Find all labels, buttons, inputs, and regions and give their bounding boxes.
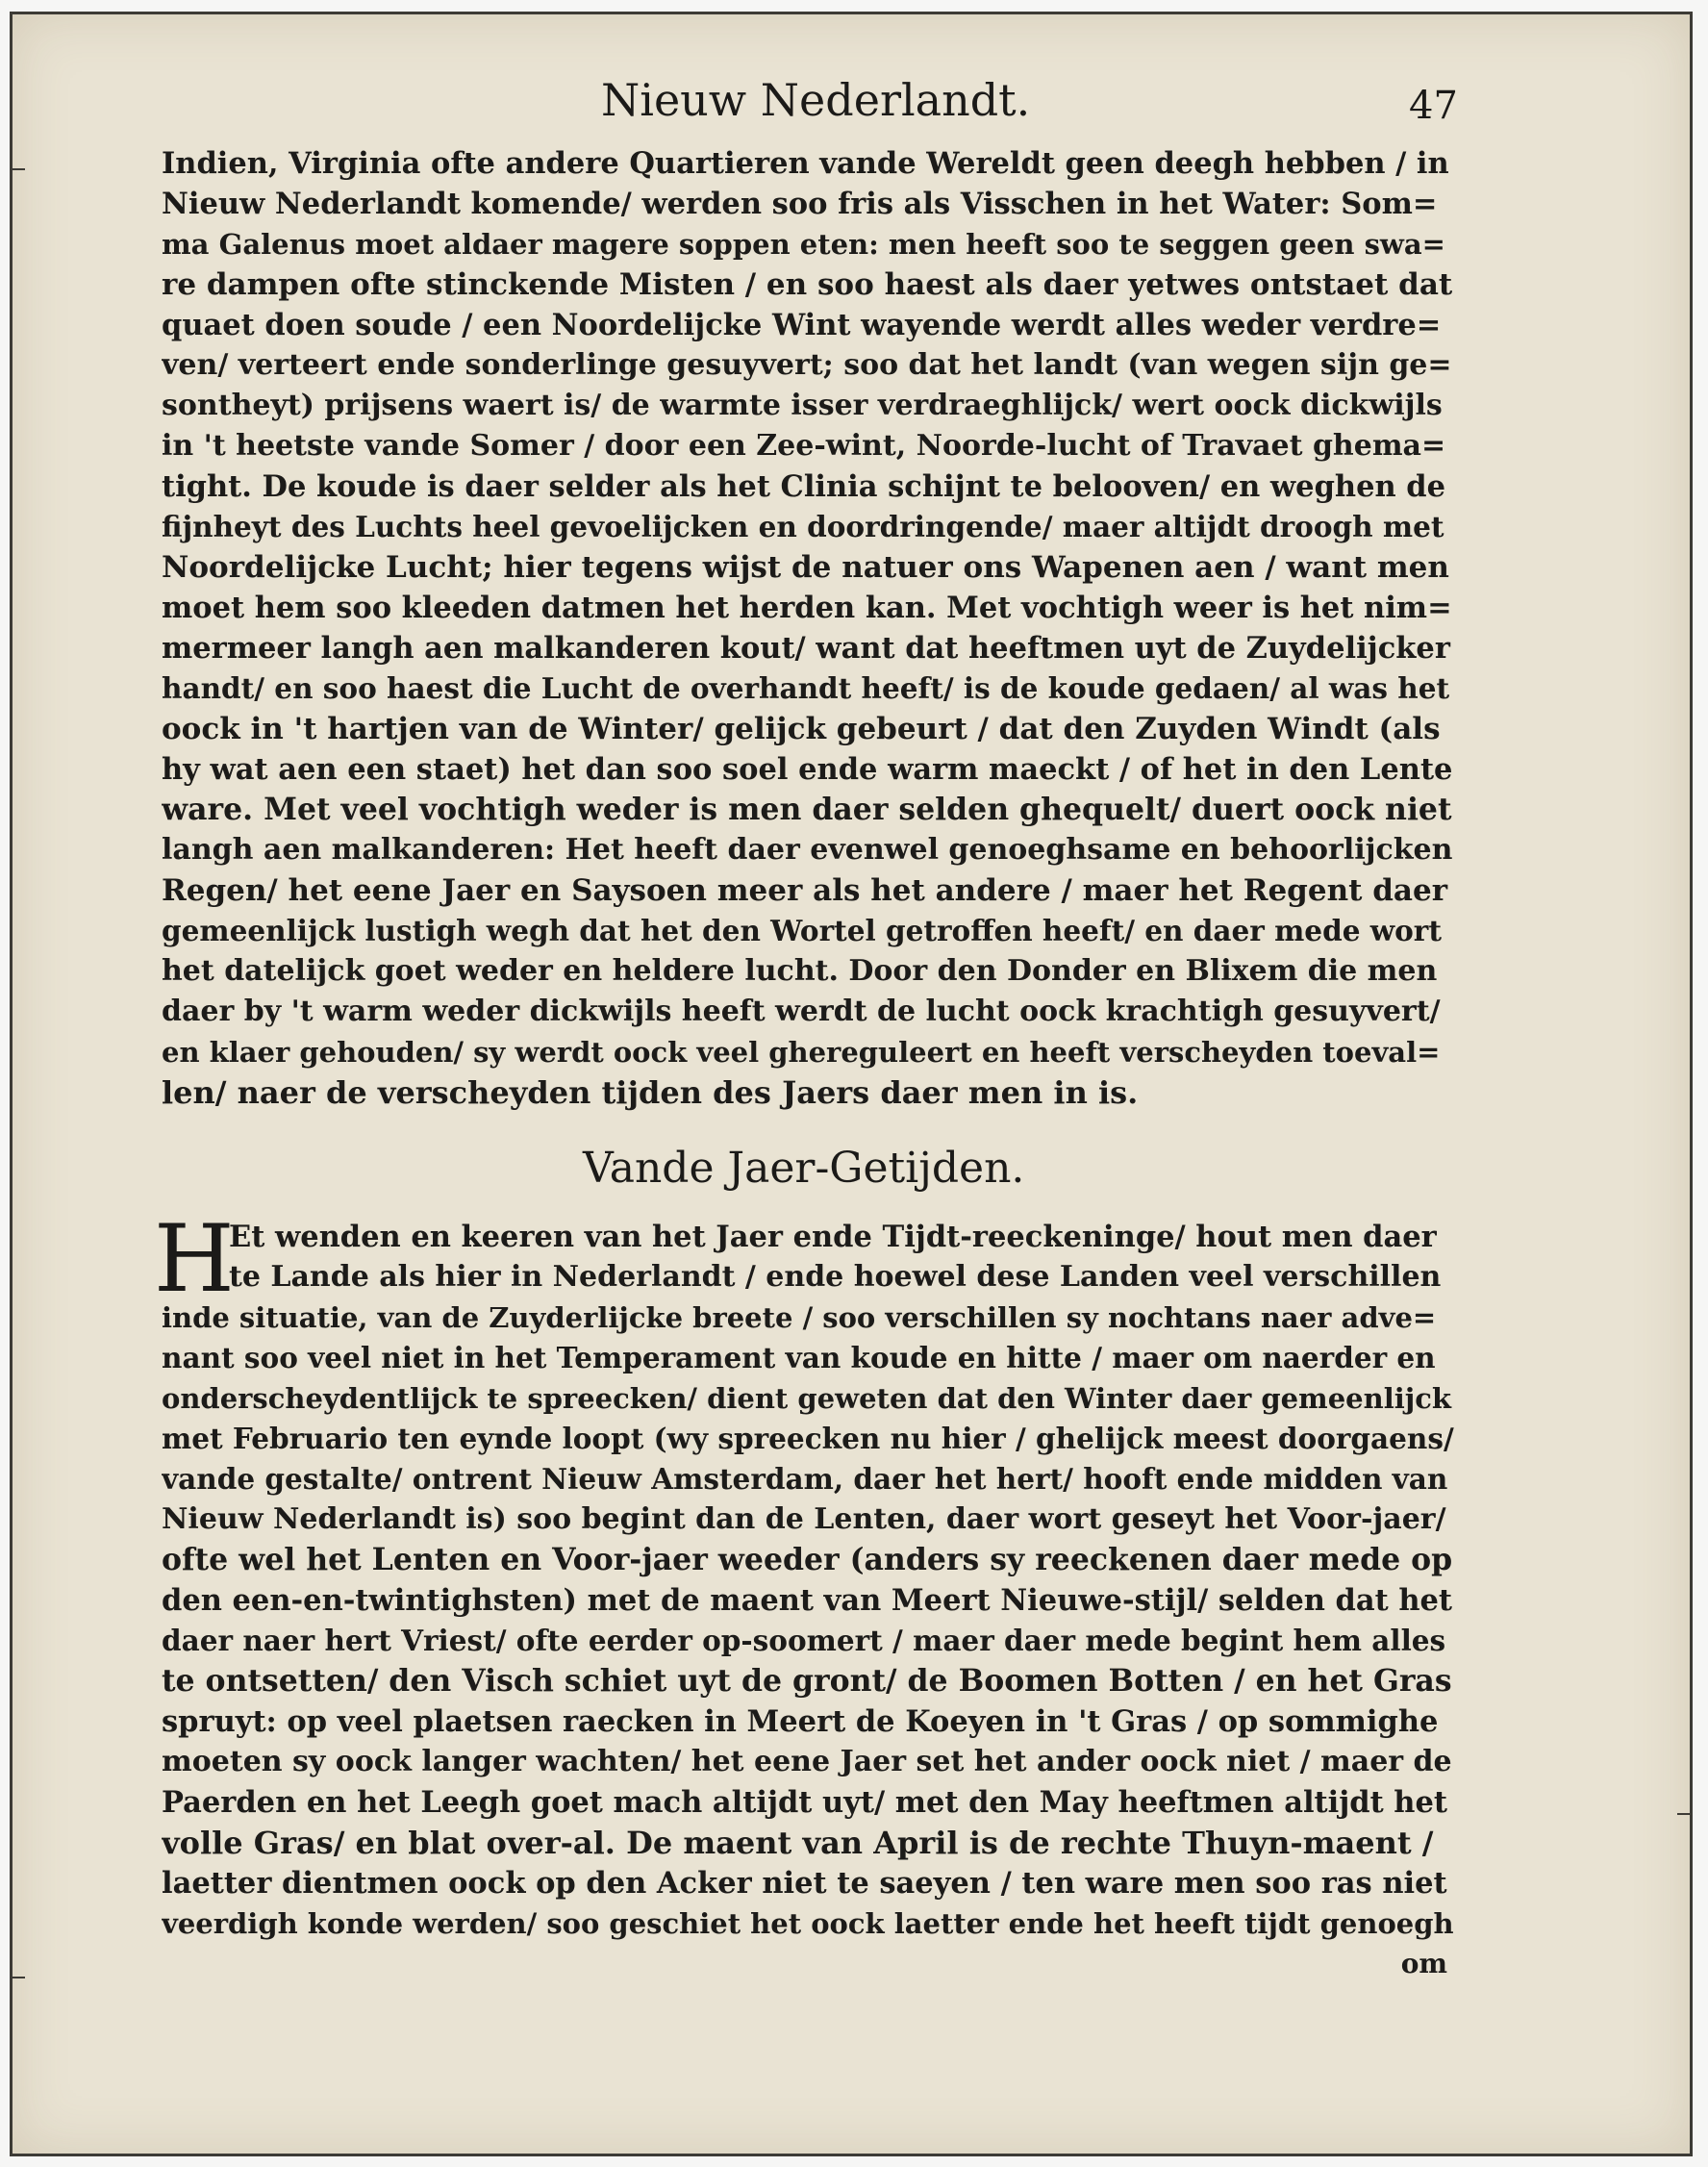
text-line: en klaer gehouden/ sy werdt oock veel ghereguleert en heeft verscheyden toeval=	[162, 1036, 1441, 1069]
text-line: vande gestalte/ ontrent Nieuw Amsterdam, daer het hert/ hooft ende midden van	[162, 1462, 1448, 1496]
text-line: sontheyt) prijsens waert is/ de warmte isser verdraeghlijck/ wert oock dickwijls	[162, 389, 1443, 422]
text-line: Paerden en het Leegh goet mach altijdt uyt/ met den May heeftmen altijdt het	[162, 1785, 1447, 1820]
text-line: len/ naer de verscheyden tijden des Jaers daer men in is.	[162, 1074, 1139, 1111]
text-line: nant soo veel niet in het Temperament van koude en hitte / maer om naerder en	[162, 1341, 1436, 1374]
text-line: Nieuw Nederlandt is) soo begint dan de Lenten, daer wort geseyt het Voor-jaer/	[162, 1502, 1446, 1536]
text-block	[154, 143, 1455, 1984]
text-line: mermeer langh aen malkanderen kout/ want dat heeftmen uyt de Zuydelijcker	[162, 631, 1450, 666]
text-line: te Lande als hier in Nederlandt / ende hoewel dese Landen veel verschillen	[229, 1260, 1442, 1294]
text-line: Regen/ het eene Jaer en Saysoen meer als het andere / maer het Regent daer	[162, 873, 1448, 908]
page-header	[13, 74, 1695, 141]
text-line: in 't heetste vande Somer / door een Zee-wint, Noorde-lucht of Travaet ghema=	[162, 429, 1446, 463]
text-line: Et wenden en keeren van het Jaer ende Tijdt-reeckeninge/ hout men daer	[229, 1220, 1437, 1254]
text-line: Indien, Virginia ofte andere Quartieren vande Wereldt geen deegh hebben / in	[162, 146, 1449, 181]
text-line: Noordelijcke Lucht; hier tegens wijst de natuer ons Wapenen aen / want men	[162, 550, 1449, 585]
text-line: moeten sy oock langer wachten/ het eene Jaer set het ander oock niet / maer de	[162, 1745, 1452, 1778]
text-line: met Februario ten eynde loopt (wy spreecken nu hier / ghelijck meest doorgaens/	[162, 1422, 1454, 1455]
text-line: ware. Met veel vochtigh weder is men daer selden ghequelt/ duert oock niet	[162, 792, 1452, 827]
running-head: Nieuw Nederlandt.	[601, 74, 1031, 126]
text-line: te ontsetten/ den Visch schiet uyt de gront/ de Boomen Botten / en het Gras	[162, 1663, 1452, 1699]
margin-mark-bottom	[10, 1977, 25, 1978]
book-page	[10, 12, 1693, 2156]
catchword: om	[1400, 1948, 1447, 1979]
text-line: Nieuw Nederlandt komende/ werden soo fris als Visschen in het Water: Som=	[162, 187, 1438, 221]
page-number: 47	[1409, 84, 1458, 128]
text-line: het datelijck goet weder en heldere lucht. Door den Donder en Blixem die men	[162, 954, 1438, 988]
text-line: inde situatie, van de Zuyderlijcke breete / soo verschillen sy nochtans naer adve=	[162, 1301, 1437, 1334]
text-line: daer naer hert Vriest/ ofte eerder op-soomert / maer daer mede begint hem alles	[162, 1624, 1446, 1657]
margin-mark-right	[1677, 1813, 1693, 1815]
margin-mark-top	[10, 168, 25, 170]
text-line: moet hem soo kleeden datmen het herden kan. Met vochtigh weer is het nim=	[162, 591, 1452, 625]
text-line: ma Galenus moet aldaer magere soppen eten: men heeft soo te seggen geen swa=	[162, 228, 1445, 261]
text-line: gemeenlijck lustigh wegh dat het den Wortel getroffen heeft/ en daer mede wort	[162, 914, 1442, 947]
text-line: fijnheyt des Luchts heel gevoelijcken en doordringende/ maer altijdt droogh met	[162, 510, 1444, 543]
text-line: laetter dientmen oock op den Acker niet te saeyen / ten ware men soo ras niet	[162, 1866, 1447, 1901]
section-heading: Vande Jaer-Getijden.	[583, 1144, 1025, 1193]
text-line: hy wat aen een staet) het dan soo soel ende warm maeckt / of het in den Lente	[162, 752, 1453, 787]
section-paragraph	[154, 1205, 1455, 1944]
text-line: quaet doen soude / een Noordelijcke Wint wayende werdt alles weder verdre=	[162, 308, 1442, 342]
text-line: spruyt: op veel plaetsen raecken in Meert de Koeyen in 't Gras / op sommighe	[162, 1704, 1439, 1739]
text-line: daer by 't warm weder dickwijls heeft werdt de lucht oock krachtigh gesuyvert/	[162, 995, 1441, 1028]
text-line: volle Gras/ en blat over-al. De maent van April is de rechte Thuyn-maent /	[162, 1825, 1434, 1861]
body-paragraph	[162, 143, 1455, 1113]
text-line: tight. De koude is daer selder als het Clinia schijnt te belooven/ en weghen de	[162, 469, 1446, 504]
text-line: oock in 't hartjen van de Winter/ gelijck gebeurt / dat den Zuyden Windt (als	[162, 712, 1441, 746]
text-line: ofte wel het Lenten en Voor-jaer weeder (anders sy reeckenen daer mede op	[162, 1542, 1453, 1577]
text-line: den een-en-twintighsten) met de maent van Meert Nieuwe-stijl/ selden dat het	[162, 1583, 1452, 1618]
text-line: veerdigh konde werden/ soo geschiet het oock laetter ende het heeft tijdt genoegh	[162, 1907, 1454, 1940]
text-line: ven/ verteert ende sonderlinge gesuyvert; soo dat het landt (van wegen sijn ge=	[162, 348, 1452, 382]
drop-cap: H	[154, 1205, 235, 1313]
text-line: langh aen malkanderen: Het heeft daer evenwel genoeghsame en behoorlijcken	[162, 833, 1453, 867]
text-line: handt/ en soo haest die Lucht de overhandt heeft/ is de koude gedaen/ al was het	[162, 671, 1450, 705]
text-line: re dampen ofte stinckende Misten / en soo haest als daer yetwes ontstaet dat	[162, 267, 1453, 302]
text-line: onderscheydentlijck te spreecken/ dient geweten dat den Winter daer gemeenlijck	[162, 1382, 1451, 1415]
